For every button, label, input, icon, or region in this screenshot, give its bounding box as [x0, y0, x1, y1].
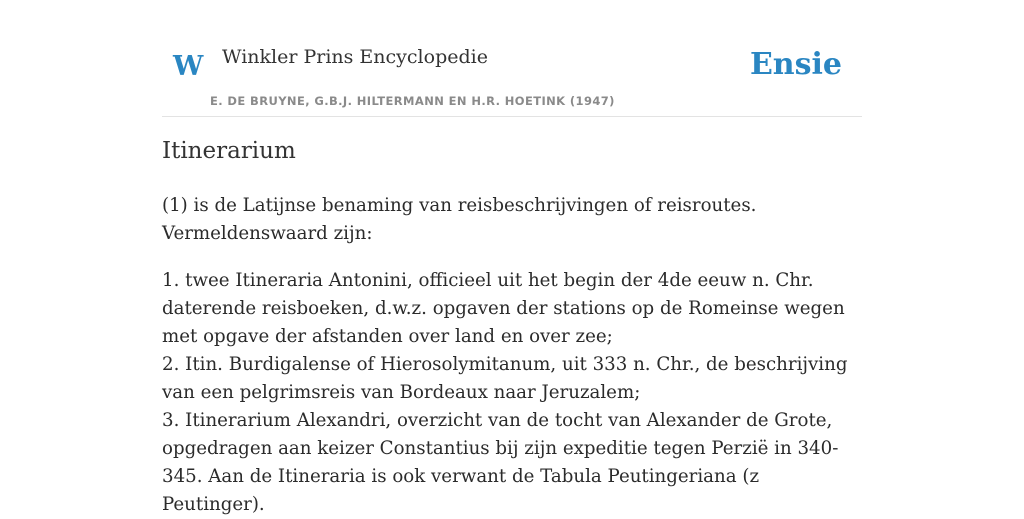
- entry-list: [162, 267, 862, 519]
- header: [162, 0, 862, 117]
- list-item: 3. Itinerarium Alexandri, overzicht van de tocht van Alexander de Grote, opgedragen aan keizer Constantius bij zijn expeditie tegen Perzië in 340-345. Aan de Itineraria is ook verwant de Tabula Peutingeriana (z Peutinger).: [162, 410, 839, 515]
- winkler-prins-logo-icon[interactable]: W: [173, 51, 204, 82]
- list-item: 2. Itin. Burdigalense of Hierosolymitanum, uit 333 n. Chr., de beschrijving van een pelgrimsreis van Bordeaux naar Jeruzalem;: [162, 354, 848, 403]
- entry-title: Itinerarium: [162, 138, 296, 164]
- entry-intro: (1) is de Latijnse benaming van reisbeschrijvingen of reisroutes. Vermeldenswaard zijn:: [162, 195, 757, 244]
- page-container: [162, 0, 862, 515]
- list-item: 1. twee Itineraria Antonini, officieel uit het begin der 4de eeuw n. Chr. daterende reisboeken, d.w.z. opgaven der stations op de Romeinse wegen met opgave der afstanden over land en over zee;: [162, 270, 845, 347]
- ensie-logo[interactable]: Ensie: [749, 47, 842, 82]
- book-authors: E. DE BRUYNE, G.B.J. HILTERMANN EN H.R. HOETINK (1947): [210, 94, 615, 108]
- book-title[interactable]: Winkler Prins Encyclopedie: [222, 46, 488, 68]
